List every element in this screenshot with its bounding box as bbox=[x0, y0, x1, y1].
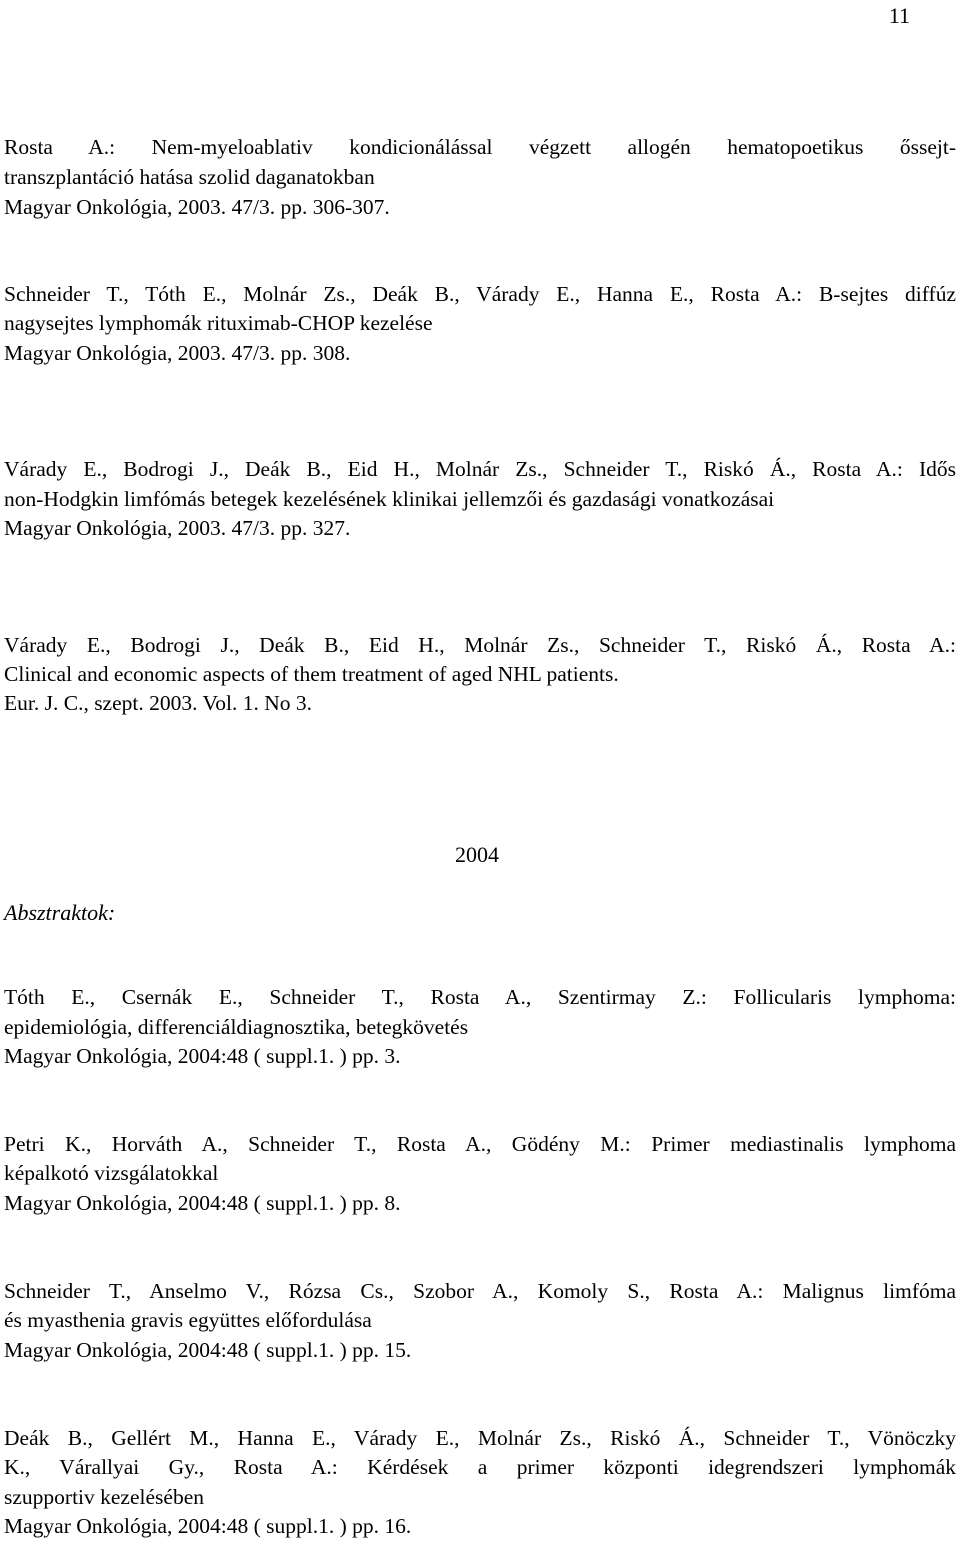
reference-authors-title: Rosta A.: Nem-myeloablativ kondicionálással végzett allogén hematopoetikus őssejt- bbox=[4, 135, 956, 159]
reference-title-continued: non-Hodgkin limfómás betegek kezelésének klinikai jellemzői és gazdasági vonatkozásai bbox=[4, 487, 775, 511]
section-label: Absztraktok: bbox=[4, 900, 116, 925]
reference-citation: Magyar Onkológia, 2004:48 ( suppl.1. ) pp. 16. bbox=[4, 1514, 412, 1538]
reference-citation: Magyar Onkológia, 2004:48 ( suppl.1. ) pp. 15. bbox=[4, 1338, 412, 1362]
reference-authors-title: Várady E., Bodrogi J., Deák B., Eid H., Molnár Zs., Schneider T., Riskó Á., Rosta A.: Idős bbox=[4, 457, 956, 481]
reference-title-continued: képalkotó vizsgálatokkal bbox=[4, 1161, 219, 1185]
page-number: 11 bbox=[888, 3, 910, 28]
reference-citation: Eur. J. C., szept. 2003. Vol. 1. No 3. bbox=[4, 691, 312, 715]
reference-authors-title: Deák B., Gellért M., Hanna E., Várady E., Molnár Zs., Riskó Á., Schneider T., Vönöczky bbox=[4, 1426, 956, 1450]
reference-authors-title: Schneider T., Anselmo V., Rózsa Cs., Szobor A., Komoly S., Rosta A.: Malignus limfóma bbox=[4, 1279, 956, 1303]
reference-citation: Magyar Onkológia, 2003. 47/3. pp. 327. bbox=[4, 516, 351, 540]
reference-citation: Magyar Onkológia, 2004:48 ( suppl.1. ) pp. 3. bbox=[4, 1044, 401, 1068]
reference-title-continued: nagysejtes lymphomák rituximab-CHOP kezelése bbox=[4, 311, 433, 335]
reference-authors-title: Várady E., Bodrogi J., Deák B., Eid H., Molnár Zs., Schneider T., Riskó Á., Rosta A.: bbox=[4, 633, 956, 657]
reference-title-continued: és myasthenia gravis együttes előfordulása bbox=[4, 1308, 372, 1332]
reference-authors-title: Petri K., Horváth A., Schneider T., Rosta A., Gödény M.: Primer mediastinalis lymphoma bbox=[4, 1132, 956, 1156]
reference-citation: Magyar Onkológia, 2004:48 ( suppl.1. ) pp. 8. bbox=[4, 1191, 401, 1215]
reference-title-continued: transzplantáció hatása szolid daganatokban bbox=[4, 165, 375, 189]
reference-title-continued: szupportiv kezelésében bbox=[4, 1485, 204, 1509]
reference-citation: Magyar Onkológia, 2003. 47/3. pp. 308. bbox=[4, 341, 351, 365]
year-heading: 2004 bbox=[455, 842, 499, 867]
reference-citation: Magyar Onkológia, 2003. 47/3. pp. 306-307. bbox=[4, 195, 390, 219]
reference-authors-title-continued: K., Várallyai Gy., Rosta A.: Kérdések a primer központi idegrendszeri lymphomák bbox=[4, 1455, 956, 1479]
reference-authors-title: Tóth E., Csernák E., Schneider T., Rosta A., Szentirmay Z.: Follicularis lymphoma: bbox=[4, 985, 956, 1009]
reference-title-continued: epidemiológia, differenciáldiagnosztika, betegkövetés bbox=[4, 1015, 469, 1039]
reference-authors-title: Schneider T., Tóth E., Molnár Zs., Deák B., Várady E., Hanna E., Rosta A.: B-sejtes diffúz bbox=[4, 282, 956, 306]
reference-title-continued: Clinical and economic aspects of them treatment of aged NHL patients. bbox=[4, 662, 619, 686]
